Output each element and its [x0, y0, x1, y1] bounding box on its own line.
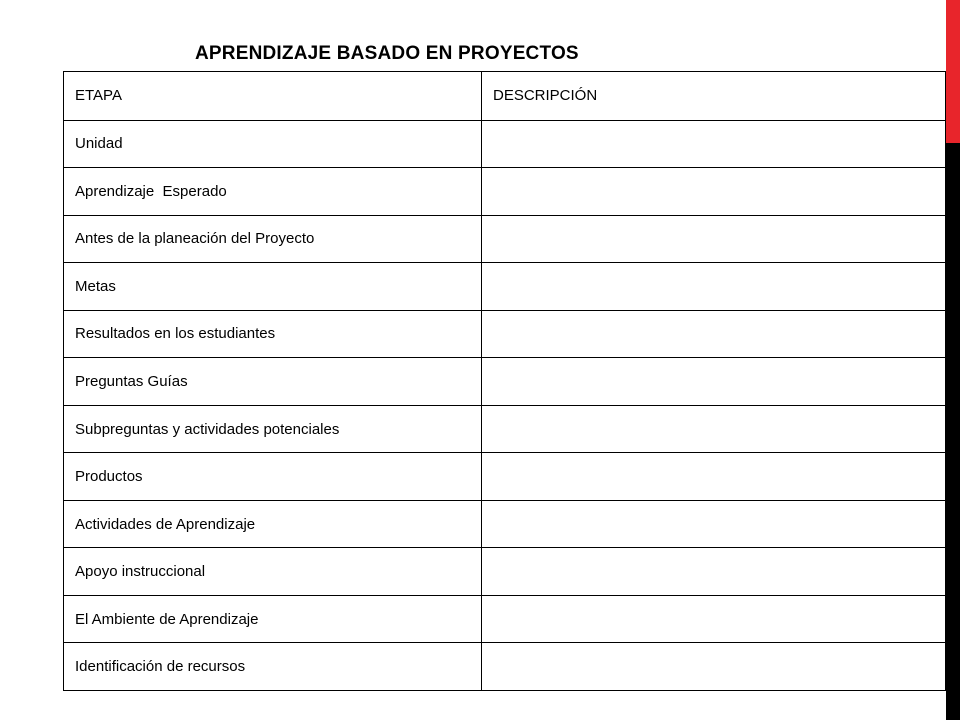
- accent-bar-red: [946, 0, 960, 143]
- description-cell[interactable]: [482, 405, 946, 453]
- stage-cell: Subpreguntas y actividades potenciales: [64, 405, 482, 453]
- table-row: [64, 500, 946, 548]
- stage-cell: Resultados en los estudiantes: [64, 310, 482, 358]
- description-cell[interactable]: [482, 453, 946, 501]
- description-cell[interactable]: [482, 263, 946, 311]
- table-row: [64, 358, 946, 406]
- table-row: [64, 405, 946, 453]
- description-cell[interactable]: [482, 358, 946, 406]
- table-header-row: [64, 72, 946, 121]
- stage-cell: Identificación de recursos: [64, 643, 482, 691]
- stage-cell: Metas: [64, 263, 482, 311]
- table-row: [64, 548, 946, 596]
- table-row: [64, 643, 946, 691]
- accent-bar-black: [946, 143, 960, 720]
- description-cell[interactable]: [482, 215, 946, 263]
- table-row: [64, 310, 946, 358]
- description-cell[interactable]: [482, 548, 946, 596]
- stage-cell: Unidad: [64, 120, 482, 168]
- stage-cell: Aprendizaje Esperado: [64, 168, 482, 216]
- description-cell[interactable]: [482, 310, 946, 358]
- table-row: [64, 453, 946, 501]
- stage-cell: El Ambiente de Aprendizaje: [64, 595, 482, 643]
- description-cell[interactable]: [482, 643, 946, 691]
- stage-cell: Actividades de Aprendizaje: [64, 500, 482, 548]
- table-row: [64, 263, 946, 311]
- header-descripcion: DESCRIPCIÓN: [482, 72, 946, 121]
- description-cell[interactable]: [482, 595, 946, 643]
- table-row: [64, 215, 946, 263]
- stage-cell: Apoyo instruccional: [64, 548, 482, 596]
- description-cell[interactable]: [482, 168, 946, 216]
- stage-cell: Preguntas Guías: [64, 358, 482, 406]
- table-row: [64, 168, 946, 216]
- stage-cell: Productos: [64, 453, 482, 501]
- page-title: APRENDIZAJE BASADO EN PROYECTOS: [195, 43, 579, 64]
- description-cell[interactable]: [482, 120, 946, 168]
- table-row: [64, 120, 946, 168]
- table-row: [64, 595, 946, 643]
- header-etapa: ETAPA: [64, 72, 482, 121]
- stage-cell: Antes de la planeación del Proyecto: [64, 215, 482, 263]
- project-stages-table: [63, 71, 946, 691]
- description-cell[interactable]: [482, 500, 946, 548]
